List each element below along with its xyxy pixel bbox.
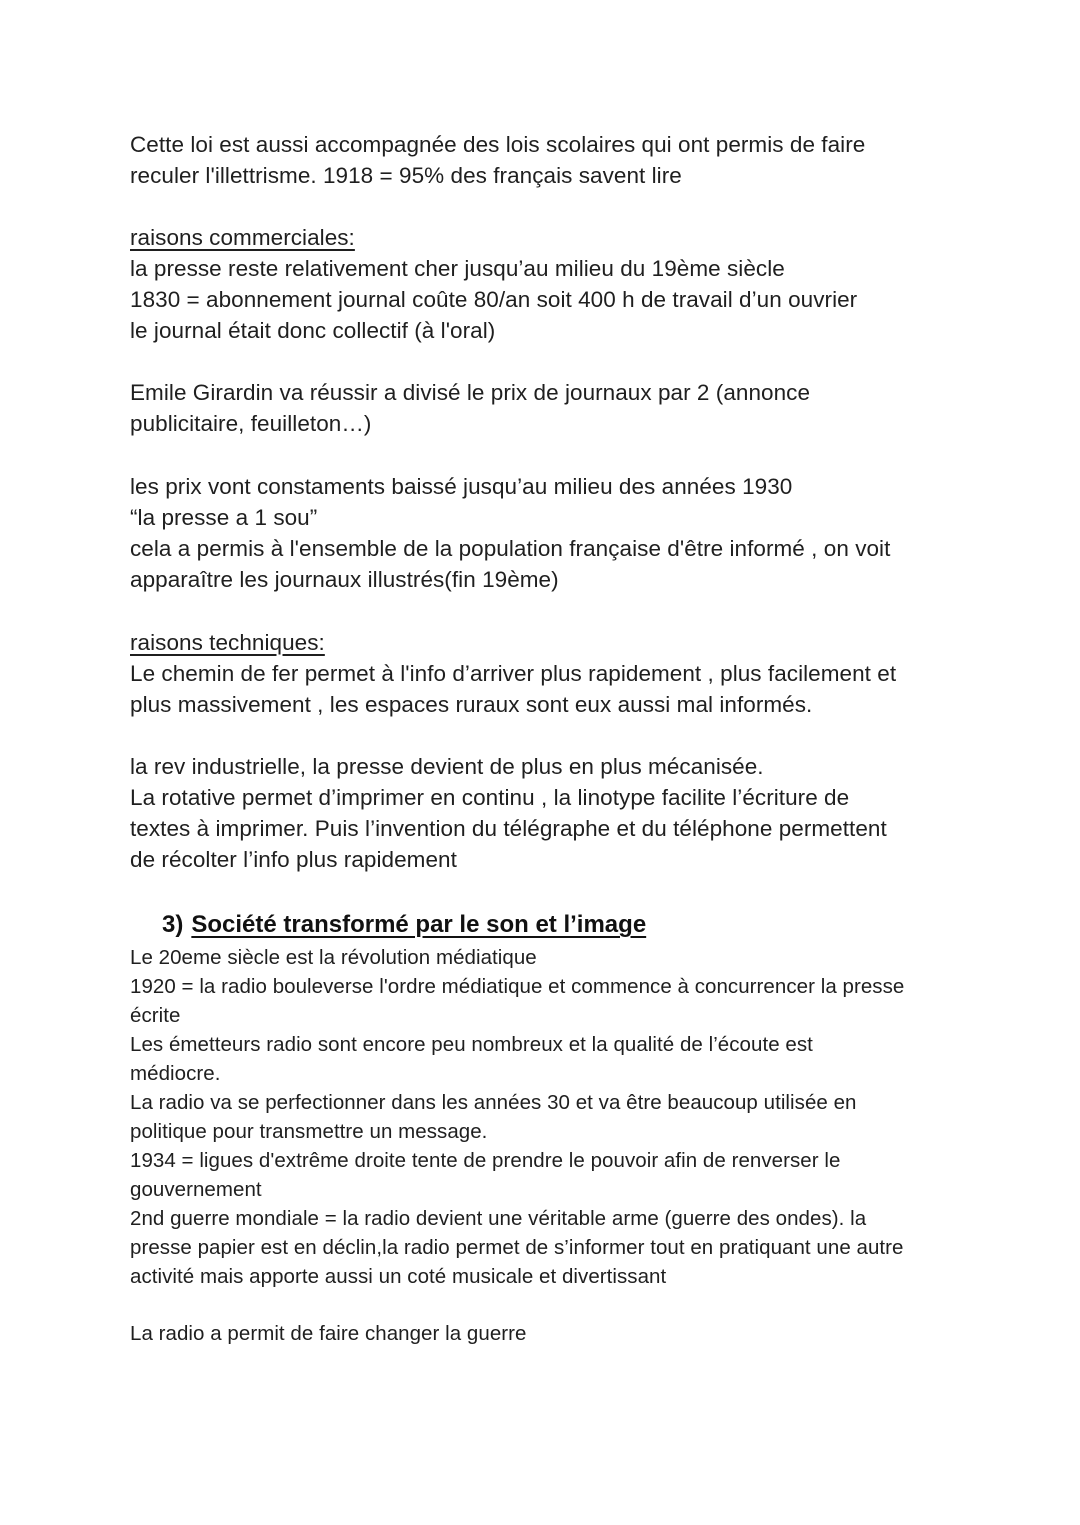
text-line: Le 20eme siècle est la révolution médiatique <box>130 946 537 969</box>
text-line: médiocre. <box>130 1062 221 1085</box>
section-number: 3) <box>162 911 184 938</box>
text-line: la rev industrielle, la presse devient de plus en plus mécanisée. <box>130 754 764 779</box>
text-line: 1920 = la radio bouleverse l'ordre médiatique et commence à concurrencer la presse <box>130 975 905 998</box>
text-line: la presse reste relativement cher jusqu’au milieu du 19ème siècle <box>130 256 785 281</box>
text-line: textes à imprimer. Puis l’invention du télégraphe et du téléphone permettent <box>130 816 887 841</box>
text-line: 1934 = ligues d'extrême droite tente de prendre le pouvoir afin de renverser le <box>130 1149 841 1172</box>
text-line: Emile Girardin va réussir a divisé le prix de journaux par 2 (annonce <box>130 380 811 405</box>
text-line: de récolter l’info plus rapidement <box>130 847 457 872</box>
text-line: 2nd guerre mondiale = la radio devient une véritable arme (guerre des ondes). la <box>130 1207 867 1230</box>
text-line: plus massivement , les espaces ruraux sont eux aussi mal informés. <box>130 692 813 717</box>
text-line: presse papier est en déclin,la radio permet de s’informer tout en pratiquant une autre <box>130 1236 904 1259</box>
subheading-commercial: raisons commerciales: <box>130 225 355 250</box>
text-line: le journal était donc collectif (à l'oral) <box>130 318 496 343</box>
text-line: apparaître les journaux illustrés(fin 19ème) <box>130 567 559 592</box>
closing-line: La radio a permit de faire changer la guerre <box>130 1322 527 1345</box>
text-line: gouvernement <box>130 1178 262 1201</box>
section-heading <box>162 909 646 941</box>
text-line: activité mais apporte aussi un coté musicale et divertissant <box>130 1265 667 1288</box>
text-line: “la presse a 1 sou” <box>130 505 318 530</box>
text-line: politique pour transmettre un message. <box>130 1120 488 1143</box>
section-title: Société transformé par le son et l’image <box>191 911 647 938</box>
text-line: La radio va se perfectionner dans les années 30 et va être beaucoup utilisée en <box>130 1091 857 1114</box>
text-line: cela a permis à l'ensemble de la population française d'être informé , on voit <box>130 536 891 561</box>
text-line: les prix vont constaments baissé jusqu’au milieu des années 1930 <box>130 474 793 499</box>
subheading-technical: raisons techniques: <box>130 630 325 655</box>
text-line: écrite <box>130 1004 181 1027</box>
text-line: Le chemin de fer permet à l'info d’arriver plus rapidement , plus facilement et <box>130 661 897 686</box>
text-line: Cette loi est aussi accompagnée des lois scolaires qui ont permis de faire <box>130 132 866 157</box>
text-line: 1830 = abonnement journal coûte 80/an soit 400 h de travail d’un ouvrier <box>130 287 858 312</box>
text-line: publicitaire, feuilleton…) <box>130 411 372 436</box>
text-line: reculer l'illettrisme. 1918 = 95% des français savent lire <box>130 163 682 188</box>
text-line: Les émetteurs radio sont encore peu nombreux et la qualité de l’écoute est <box>130 1033 813 1056</box>
text-line: La rotative permet d’imprimer en continu , la linotype facilite l’écriture de <box>130 785 850 810</box>
